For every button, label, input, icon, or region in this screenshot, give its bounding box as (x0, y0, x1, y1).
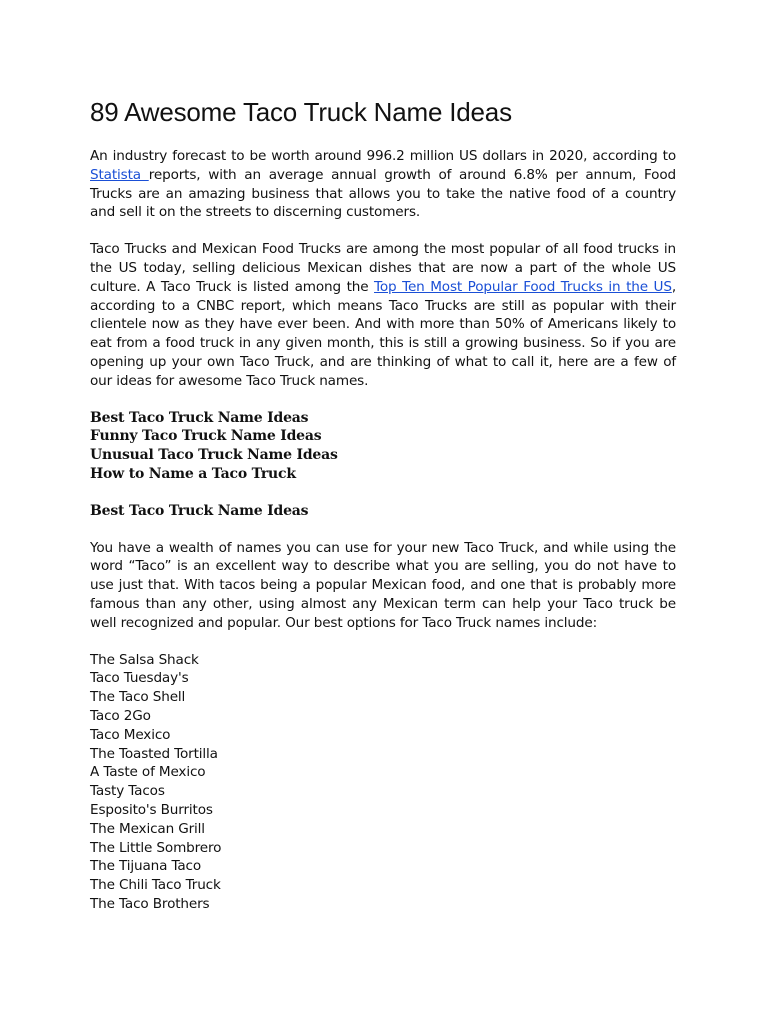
list-item: Esposito's Burritos (90, 801, 213, 818)
popularity-text-before-link: Taco Trucks and Mexican Food Trucks are among the most popular of all food trucks in the US today, selling delicious Mexican dishes that are now a part of the whole US culture. A Taco Truck is listed among the (90, 241, 676, 295)
list-item: Taco Mexico (90, 726, 171, 743)
list-item: The Taco Brothers (90, 895, 210, 912)
best-names-paragraph: You have a wealth of names you can use for your new Taco Truck, and while using the word “Taco” is an excellent way to describe what you are selling, you do not have to use just that. With tacos being a popular Mexican food, and one that is probably more famous than any other, using almost any Mexican term can help your Taco truck be well recognized and popular. Our best options for Taco Truck names include: (90, 539, 676, 631)
intro-text-before-link: An industry forecast to be worth around 996.2 million US dollars in 2020, according to (90, 148, 676, 164)
list-item: The Taco Shell (90, 689, 186, 706)
intro-text-after-link: reports, with an average annual growth of around 6.8% per annum, Food Trucks are an amazing business that allows you to take the native food of a country and sell it on the streets to discerning customers. (90, 166, 676, 221)
list-item: Tasty Tacos (90, 783, 165, 800)
top-ten-food-trucks-link[interactable]: Top Ten Most Popular Food Trucks in the US (374, 278, 672, 295)
statista-link[interactable]: Statista (90, 166, 149, 183)
list-item: Taco Tuesday's (90, 670, 189, 687)
article-body (90, 92, 676, 914)
list-item: A Taste of Mexico (90, 764, 206, 781)
toc-item-unusual: Unusual Taco Truck Name Ideas (90, 447, 338, 464)
list-item: The Little Sombrero (90, 839, 222, 856)
toc-item-funny: Funny Taco Truck Name Ideas (90, 428, 322, 445)
list-item: The Toasted Tortilla (90, 745, 218, 762)
popularity-text-after-link: , according to a CNBC report, which means Taco Trucks are still as popular with their clientele now as they have ever been. And with more than 50% of Americans likely to eat from a food truck in any given month, this is still a growing business. So if you are opening up your own Taco Truck, and are thinking of what to call it, here are a few of our ideas for awesome Taco Truck names. (90, 278, 676, 389)
section-heading-best: Best Taco Truck Name Ideas (90, 502, 309, 519)
popularity-paragraph (90, 240, 676, 390)
toc-item-best: Best Taco Truck Name Ideas (90, 409, 309, 426)
toc-item-how-to-name: How to Name a Taco Truck (90, 465, 296, 482)
list-item: The Salsa Shack (90, 651, 199, 668)
table-of-contents (90, 409, 676, 484)
list-item: The Tijuana Taco (90, 858, 202, 875)
name-list (90, 651, 676, 914)
list-item: The Chili Taco Truck (90, 877, 221, 894)
list-item: The Mexican Grill (90, 820, 205, 837)
page-title: 89 Awesome Taco Truck Name Ideas (90, 97, 512, 127)
intro-paragraph (90, 147, 676, 222)
list-item: Taco 2Go (90, 707, 151, 724)
